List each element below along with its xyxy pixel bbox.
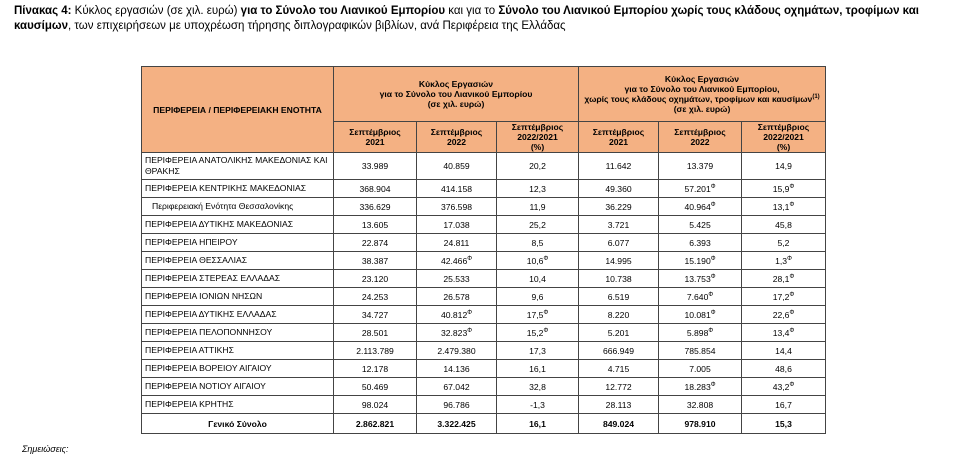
total-row — [142, 414, 826, 434]
cell-value: 785.854 — [684, 345, 716, 356]
cell-c2 — [417, 153, 497, 180]
cell-value: 6.393 — [689, 237, 711, 248]
header-excl-sep-2021-line1: Σεπτέμβριος — [592, 127, 645, 137]
provisional-mark: Φ — [543, 309, 549, 316]
cell-c3 — [497, 288, 579, 306]
header-excl-sep-2022-line1: Σεπτέμβριος — [674, 127, 726, 137]
cell-value: 36.229 — [605, 201, 632, 212]
table-caption — [14, 4, 964, 34]
provisional-mark: Φ — [789, 327, 795, 334]
cell-value: 17,2 — [772, 291, 790, 302]
cell-value: 17,3 — [529, 345, 546, 356]
provisional-mark: Φ — [467, 327, 473, 334]
cell-c2 — [417, 360, 497, 378]
cell-c2 — [417, 252, 497, 270]
provisional-mark: Φ — [787, 255, 792, 262]
caption-text-2: και για το — [445, 5, 499, 17]
caption-text-3: , των επιχειρήσεων με υποχρέωση τήρησης διπλογραφικών βιβλίων, ανά Περιφέρεια της Ελλάδας — [68, 20, 566, 32]
table-row — [142, 396, 826, 414]
header-total-change-pct — [497, 122, 579, 153]
cell-c3 — [497, 378, 579, 396]
cell-value: 14.136 — [443, 363, 470, 374]
cell-c5 — [659, 306, 742, 324]
table-row — [142, 180, 826, 198]
cell-value: 16,7 — [775, 399, 792, 410]
cell-c6 — [742, 306, 826, 324]
cell-value: 33.989 — [361, 161, 389, 171]
region-name: ΠΕΡΙΦΕΡΕΙΑ ΔΥΤΙΚΗΣ ΜΑΚΕΔΟΝΙΑΣ — [142, 216, 334, 234]
provisional-mark: Φ — [710, 183, 716, 190]
cell-c1 — [334, 396, 417, 414]
provisional-mark: Φ — [789, 291, 795, 298]
cell-value: 368.904 — [359, 183, 391, 194]
cell-value: 22,6 — [772, 309, 790, 320]
provisional-mark: Φ — [710, 201, 716, 208]
cell-c4 — [579, 306, 659, 324]
table-row — [142, 306, 826, 324]
cell-c3 — [497, 252, 579, 270]
header-excl-sep-2022 — [659, 122, 742, 153]
cell-c3 — [497, 342, 579, 360]
header-group-total-line3: (σε χιλ. ευρώ) — [427, 99, 485, 109]
cell-value: 25,2 — [529, 219, 546, 230]
cell-value: 16,1 — [529, 363, 546, 374]
cell-c2 — [417, 324, 497, 342]
table-row — [142, 378, 826, 396]
provisional-mark: Φ — [789, 309, 795, 316]
cell-value: 15,2 — [526, 327, 544, 338]
cell-c4 — [579, 216, 659, 234]
cell-c4 — [579, 396, 659, 414]
cell-c2 — [417, 234, 497, 252]
region-name: ΠΕΡΙΦΕΡΕΙΑ ΑΤΤΙΚΗΣ — [142, 342, 334, 360]
cell-c2 — [417, 216, 497, 234]
header-region: ΠΕΡΙΦΕΡΕΙΑ / ΠΕΡΙΦΕΡΕΙΑΚΗ ΕΝΟΤΗΤΑ — [142, 67, 334, 153]
cell-value: 96.786 — [443, 399, 470, 410]
cell-c1 — [334, 306, 417, 324]
header-excl-sep-2022-line2: 2022 — [690, 137, 710, 147]
cell-value: 24.253 — [361, 291, 389, 302]
cell-value: 10.081 — [684, 309, 711, 320]
table-row — [142, 270, 826, 288]
cell-c3 — [497, 234, 579, 252]
table-row — [142, 288, 826, 306]
cell-value: 28.501 — [361, 327, 389, 338]
cell-c5 — [659, 342, 742, 360]
cell-c6 — [742, 324, 826, 342]
cell-value: 45,8 — [775, 219, 792, 230]
provisional-mark: Φ — [543, 255, 549, 262]
provisional-mark: Φ — [789, 273, 795, 280]
cell-value: 40.812 — [440, 309, 468, 320]
cell-value: 28,1 — [772, 273, 790, 284]
cell-value: 28.113 — [605, 399, 632, 410]
header-total-sep-2021-line2: 2021 — [365, 137, 385, 147]
cell-value: 2.113.789 — [356, 345, 394, 356]
cell-value: 22.874 — [361, 237, 389, 248]
cell-value: 414.158 — [440, 183, 473, 194]
cell-value: 11,9 — [529, 201, 546, 212]
cell-value: 67.042 — [443, 381, 470, 392]
header-group-excl-line3-wrap — [582, 94, 822, 104]
provisional-mark: Φ — [543, 327, 549, 334]
cell-c1 — [334, 360, 417, 378]
cell-value: 98.024 — [361, 399, 389, 410]
region-name: ΠΕΡΙΦΕΡΕΙΑ ΗΠΕΙΡΟΥ — [142, 234, 334, 252]
provisional-mark: Φ — [789, 201, 795, 208]
cell-c6 — [742, 153, 826, 180]
cell-value: 14,9 — [775, 161, 792, 171]
cell-c5 — [659, 252, 742, 270]
cell-value: 7.005 — [689, 363, 711, 374]
header-total-change-pct-line2: 2022/2021 — [517, 132, 558, 142]
cell-value: 11.642 — [605, 161, 632, 171]
cell-c4 — [579, 342, 659, 360]
notes-label: Σημειώσεις: — [22, 444, 69, 454]
cell-c3 — [497, 360, 579, 378]
cell-value: 13,1 — [772, 201, 790, 212]
caption-bold-1: για το Σύνολο του Λιανικού Εμπορίου — [240, 5, 446, 17]
region-name: ΠΕΡΙΦΕΡΕΙΑ ΠΕΛΟΠΟΝΝΗΣΟΥ — [142, 324, 334, 342]
cell-c3 — [497, 270, 579, 288]
table-row — [142, 324, 826, 342]
cell-value: 48,6 — [775, 363, 792, 374]
table-row — [142, 342, 826, 360]
header-group-excl-line4: (σε χιλ. ευρώ) — [673, 104, 731, 114]
cell-value: 38.387 — [361, 255, 389, 266]
provisional-mark: Φ — [710, 273, 716, 280]
total-c4: 849.024 — [579, 414, 659, 434]
cell-c1 — [334, 216, 417, 234]
cell-c5 — [659, 324, 742, 342]
header-total-change-pct-line1: Σεπτέμβριος — [511, 122, 564, 132]
header-excl-change-pct-line3: (%) — [776, 142, 791, 152]
cell-value: 43,2 — [772, 381, 790, 392]
total-c6: 15,3 — [742, 414, 826, 434]
region-name: Περιφερειακή Ενότητα Θεσσαλονίκης — [142, 198, 334, 216]
header-group-total-line2: για το Σύνολο του Λιανικού Εμπορίου — [379, 89, 533, 99]
cell-c2 — [417, 288, 497, 306]
cell-c4 — [579, 288, 659, 306]
cell-c1 — [334, 153, 417, 180]
cell-value: 14.995 — [605, 255, 632, 266]
cell-c6 — [742, 216, 826, 234]
region-name: ΠΕΡΙΦΕΡΕΙΑ ΚΕΝΤΡΙΚΗΣ ΜΑΚΕΔΟΝΙΑΣ — [142, 180, 334, 198]
cell-c1 — [334, 288, 417, 306]
cell-c2 — [417, 198, 497, 216]
provisional-mark: Φ — [789, 381, 795, 388]
cell-value: 4.715 — [607, 363, 630, 374]
cell-value: 666.949 — [602, 345, 635, 356]
header-excl-sep-2021-line2: 2021 — [608, 137, 629, 147]
cell-c5 — [659, 288, 742, 306]
cell-value: 3.721 — [607, 219, 630, 230]
cell-value: 25.533 — [443, 273, 470, 284]
region-name: ΠΕΡΙΦΕΡΕΙΑ ΔΥΤΙΚΗΣ ΕΛΛΑΔΑΣ — [142, 306, 334, 324]
caption-bold-2: Σύνολο του Λιανικού Εμπορίου χωρίς τους κλάδους οχημάτων, τροφίμων και καυσίμων — [14, 5, 919, 32]
cell-c2 — [417, 270, 497, 288]
cell-value: 17.038 — [443, 219, 470, 230]
cell-value: 17,5 — [526, 309, 544, 320]
cell-value: 40.964 — [684, 201, 711, 212]
cell-c4 — [579, 198, 659, 216]
total-c5: 978.910 — [659, 414, 742, 434]
cell-value: 6.077 — [607, 237, 630, 248]
region-name: ΠΕΡΙΦΕΡΕΙΑ ΝΟΤΙΟΥ ΑΙΓΑΙΟΥ — [142, 378, 334, 396]
region-name: ΠΕΡΙΦΕΡΕΙΑ ΙΟΝΙΩΝ ΝΗΣΩΝ — [142, 288, 334, 306]
provisional-mark: Φ — [710, 381, 716, 388]
cell-c5 — [659, 234, 742, 252]
cell-c4 — [579, 378, 659, 396]
provisional-mark: Φ — [467, 309, 473, 316]
total-c3: 16,1 — [497, 414, 579, 434]
total-c2: 3.322.425 — [417, 414, 497, 434]
header-excl-change-pct — [742, 122, 826, 153]
cell-value: 13.379 — [686, 161, 714, 171]
cell-value: 32.808 — [686, 399, 714, 410]
region-name: ΠΕΡΙΦΕΡΕΙΑ ΣΤΕΡΕΑΣ ΕΛΛΑΔΑΣ — [142, 270, 334, 288]
cell-value: 57.201 — [684, 183, 711, 194]
cell-c5 — [659, 396, 742, 414]
header-total-change-pct-line3: (%) — [530, 142, 545, 152]
cell-value: 9,6 — [531, 291, 544, 302]
header-group-total-line1: Κύκλος Εργασιών — [418, 79, 494, 89]
cell-c2 — [417, 342, 497, 360]
cell-value: 15.190 — [684, 255, 711, 266]
cell-c1 — [334, 234, 417, 252]
header-total-sep-2022-line1: Σεπτέμβριος — [430, 127, 483, 137]
cell-c6 — [742, 396, 826, 414]
cell-c4 — [579, 234, 659, 252]
cell-c6 — [742, 180, 826, 198]
cell-c4 — [579, 180, 659, 198]
cell-value: 50.469 — [361, 381, 389, 392]
provisional-mark: Φ — [708, 327, 714, 334]
header-excl-sep-2021 — [579, 122, 659, 153]
cell-c5 — [659, 216, 742, 234]
cell-value: 20,2 — [529, 161, 546, 171]
provisional-mark: Φ — [710, 309, 716, 316]
region-name: ΠΕΡΙΦΕΡΕΙΑ ΑΝΑΤΟΛΙΚΗΣ ΜΑΚΕΔΟΝΙΑΣ ΚΑΙ ΘΡΑΚΗΣ — [142, 153, 334, 180]
cell-c3 — [497, 306, 579, 324]
cell-c1 — [334, 270, 417, 288]
cell-c6 — [742, 342, 826, 360]
caption-label: Πίνακας 4: — [14, 5, 72, 17]
cell-value: 7.640 — [686, 291, 709, 302]
region-name: ΠΕΡΙΦΕΡΕΙΑ ΚΡΗΤΗΣ — [142, 396, 334, 414]
total-name: Γενικό Σύνολο — [142, 414, 334, 434]
cell-value: 8,5 — [531, 237, 544, 248]
cell-value: 13.753 — [684, 273, 711, 284]
cell-value: 40.859 — [443, 161, 470, 171]
cell-c3 — [497, 324, 579, 342]
header-group-excl-line2: για το Σύνολο του Λιανικού Εμπορίου, — [624, 84, 780, 94]
cell-c4 — [579, 270, 659, 288]
cell-c2 — [417, 306, 497, 324]
cell-value: 336.629 — [359, 201, 391, 212]
cell-value: 5.201 — [607, 327, 630, 338]
cell-c6 — [742, 198, 826, 216]
cell-value: 10.738 — [605, 273, 632, 284]
cell-value: 12.772 — [605, 381, 632, 392]
table-row — [142, 234, 826, 252]
cell-c4 — [579, 252, 659, 270]
table-row — [142, 360, 826, 378]
header-total-sep-2021-line1: Σεπτέμβριος — [349, 127, 401, 137]
header-total-sep-2022-line2: 2022 — [446, 137, 467, 147]
total-c1: 2.862.821 — [334, 414, 417, 434]
header-excl-change-pct-line1: Σεπτέμβριος — [757, 122, 810, 132]
cell-value: 6.519 — [607, 291, 630, 302]
cell-c2 — [417, 378, 497, 396]
cell-c1 — [334, 378, 417, 396]
cell-value: 26.578 — [443, 291, 470, 302]
cell-value: 42.466 — [440, 255, 468, 266]
cell-value: 5.425 — [689, 219, 711, 230]
cell-c6 — [742, 360, 826, 378]
cell-c1 — [334, 252, 417, 270]
cell-value: 12,3 — [529, 183, 546, 194]
cell-c6 — [742, 234, 826, 252]
cell-value: -1,3 — [530, 399, 545, 410]
header-group-excl-line3: χωρίς τους κλάδους οχημάτων, τροφίμων και καυσίμων — [584, 94, 813, 104]
cell-c6 — [742, 270, 826, 288]
provisional-mark: Φ — [708, 291, 714, 298]
cell-c3 — [497, 153, 579, 180]
header-group-total — [334, 67, 579, 122]
caption-text-1: Κύκλος εργασιών (σε χιλ. ευρώ) — [71, 5, 241, 17]
table-row — [142, 252, 826, 270]
cell-c6 — [742, 252, 826, 270]
cell-value: 2.479.380 — [437, 345, 476, 356]
cell-c3 — [497, 198, 579, 216]
cell-value: 32.823 — [440, 327, 468, 338]
cell-value: 5.898 — [686, 327, 709, 338]
cell-c4 — [579, 360, 659, 378]
cell-value: 1,3 — [775, 255, 788, 266]
provisional-mark: Φ — [789, 183, 795, 190]
cell-c5 — [659, 378, 742, 396]
cell-c5 — [659, 270, 742, 288]
cell-value: 23.120 — [361, 273, 389, 284]
cell-value: 10,6 — [526, 255, 544, 266]
cell-value: 12.178 — [361, 363, 389, 374]
cell-c5 — [659, 360, 742, 378]
cell-c2 — [417, 180, 497, 198]
cell-value: 32,8 — [529, 381, 546, 392]
cell-c5 — [659, 180, 742, 198]
cell-value: 34.727 — [361, 309, 389, 320]
cell-c1 — [334, 198, 417, 216]
header-group-excl-line1: Κύκλος Εργασιών — [664, 74, 740, 84]
cell-value: 18.283 — [684, 381, 711, 392]
cell-value: 24.811 — [443, 237, 470, 248]
cell-c6 — [742, 288, 826, 306]
cell-c1 — [334, 342, 417, 360]
cell-c3 — [497, 180, 579, 198]
cell-value: 49.360 — [605, 183, 632, 194]
header-footnote-mark: (1) — [812, 94, 820, 101]
cell-c4 — [579, 153, 659, 180]
provisional-mark: Φ — [710, 255, 716, 262]
cell-value: 5,2 — [777, 237, 790, 248]
cell-value: 13,4 — [772, 327, 790, 338]
cell-c5 — [659, 198, 742, 216]
cell-c5 — [659, 153, 742, 180]
cell-value: 15,9 — [772, 183, 790, 194]
cell-c4 — [579, 324, 659, 342]
cell-value: 14,4 — [775, 345, 792, 356]
table-row — [142, 153, 826, 180]
header-total-sep-2022 — [417, 122, 497, 153]
cell-c2 — [417, 396, 497, 414]
table-row — [142, 198, 826, 216]
provisional-mark: Φ — [467, 255, 473, 262]
header-excl-change-pct-line2: 2022/2021 — [763, 132, 804, 142]
cell-c6 — [742, 378, 826, 396]
region-name: ΠΕΡΙΦΕΡΕΙΑ ΒΟΡΕΙΟΥ ΑΙΓΑΙΟΥ — [142, 360, 334, 378]
data-table — [141, 66, 826, 434]
header-group-excl — [579, 67, 826, 122]
table-row — [142, 216, 826, 234]
cell-value: 10,4 — [529, 273, 546, 284]
cell-c1 — [334, 324, 417, 342]
cell-value: 13.605 — [361, 219, 389, 230]
cell-c3 — [497, 396, 579, 414]
cell-c3 — [497, 216, 579, 234]
region-name: ΠΕΡΙΦΕΡΕΙΑ ΘΕΣΣΑΛΙΑΣ — [142, 252, 334, 270]
header-total-sep-2021 — [334, 122, 417, 153]
cell-c1 — [334, 180, 417, 198]
cell-value: 376.598 — [440, 201, 473, 212]
cell-value: 8.220 — [607, 309, 630, 320]
